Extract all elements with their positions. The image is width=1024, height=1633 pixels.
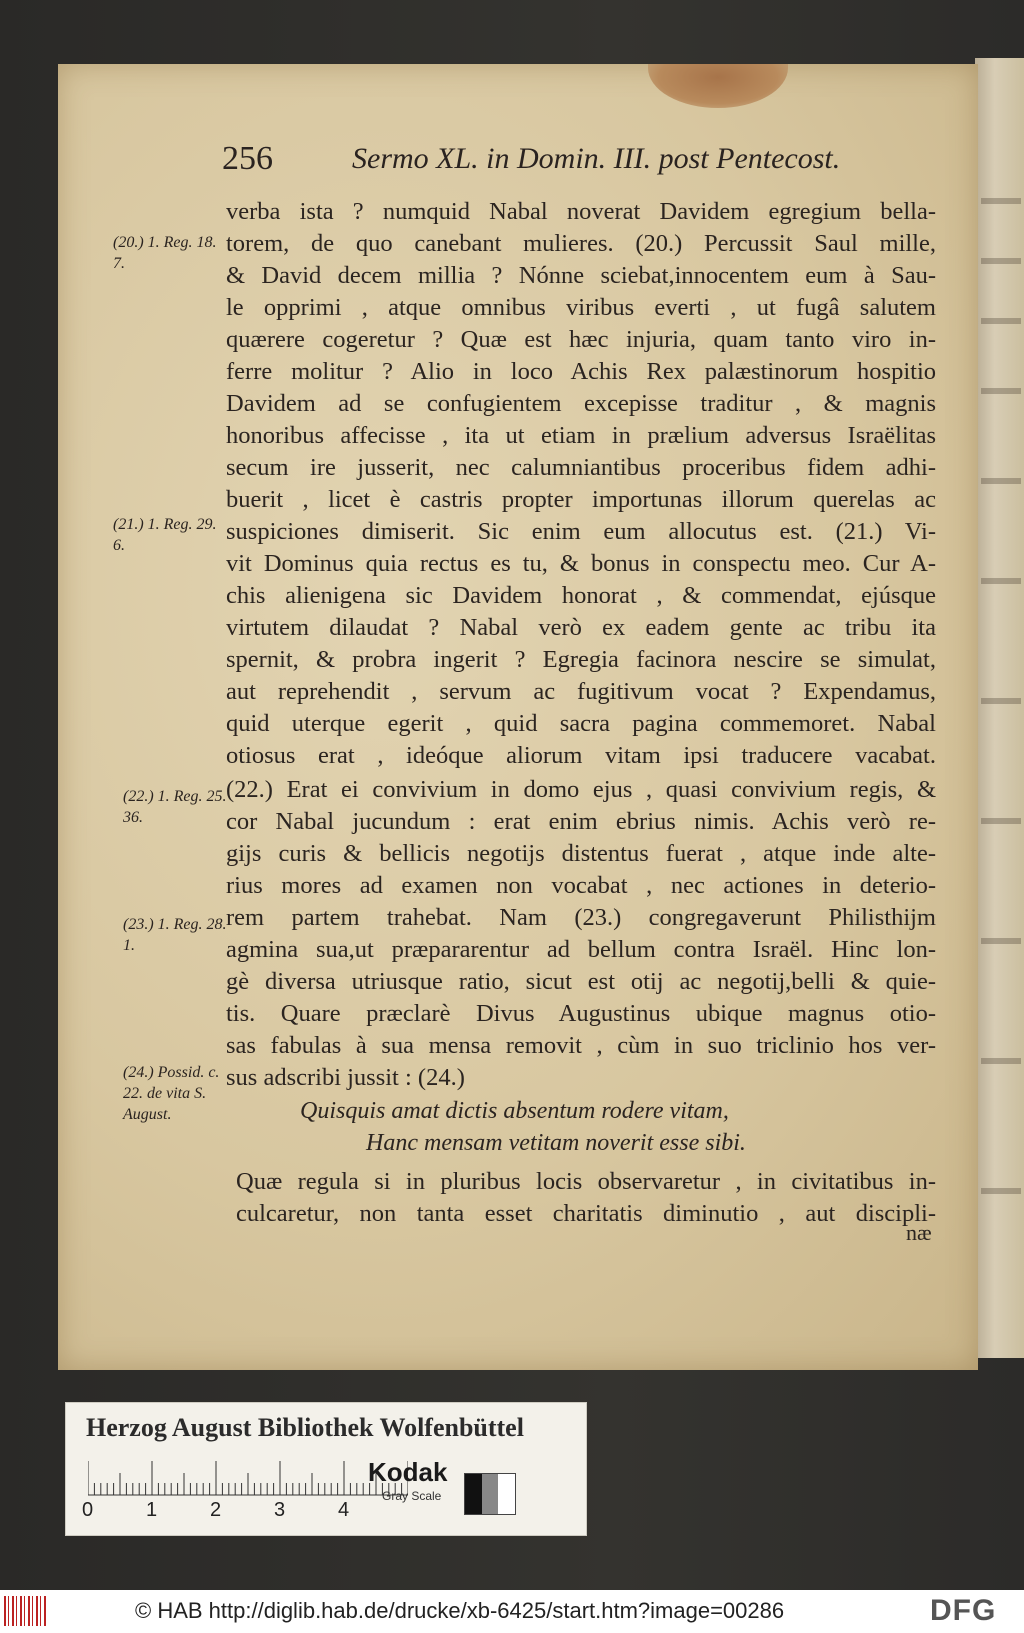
text-line: culcaretur, non tanta esset charitatis diminutio , aut discipli-	[236, 1200, 936, 1227]
kodak-logo: Kodak	[368, 1457, 448, 1487]
text-line: le opprimi , atque omnibus viribus everti , ut fugâ salutem	[226, 294, 936, 321]
text-line: rem partem trahebat. Nam (23.) congregaverunt Philisthijm	[226, 904, 936, 931]
text-line: quærere cogeretur ? Quæ est hæc injuria, quam tanto viro in-	[226, 326, 936, 353]
barcode-icon	[4, 1596, 48, 1626]
text-line: Quæ regula si in pluribus locis observaretur , in civitatibus in-	[236, 1168, 936, 1195]
margin-note: (21.) 1. Reg. 29. 6.	[113, 516, 217, 554]
scale-card	[65, 1402, 587, 1536]
text-line: Davidem ad se confugientem excepisse traditur , & magnis	[226, 390, 936, 417]
running-title: Sermo XL. in Domin. III. post Pentecost.	[352, 142, 841, 175]
text-line: gè diversa utriusque ratio, sicut est otij ac negotij,belli & quie-	[226, 968, 936, 995]
scale-number: 3	[274, 1499, 286, 1521]
text-line: rius mores ad examen non vocabat , nec actiones in deterio-	[226, 872, 936, 899]
margin-note: (24.) Possid. c. 22. de vita S. August.	[123, 1064, 220, 1123]
ruler	[88, 1461, 408, 1497]
scale-number: 0	[82, 1499, 94, 1521]
text-line: agmina sua,ut præpararentur ad bellum contra Israël. Hinc lon-	[226, 936, 936, 963]
text-line: vit Dominus quia rectus es tu, & bonus in conspectu meo. Cur A-	[226, 550, 936, 577]
text-line: aut reprehendit , servum ac fugitivum vocat ? Expendamus,	[226, 678, 936, 705]
text-line: & David decem millia ? Nónne sciebat,innocentem eum à Sau-	[226, 262, 936, 289]
text-line: honoribus affecisse , ita ut etiam in prælium adversus Israëlitas	[226, 422, 936, 449]
dfg-logo: DFG	[930, 1594, 997, 1627]
source-url[interactable]: © HAB http://diglib.hab.de/drucke/xb-6425/start.htm?image=00286	[135, 1598, 785, 1623]
text-line: sus adscribi jussit : (24.)	[226, 1064, 465, 1091]
text-line: ferre molitur ? Alio in loco Achis Rex palæstinorum hospitio	[226, 358, 936, 385]
text-line: otiosus erat , ideóque aliorum vitam ipsi traducere vacabat.	[226, 742, 936, 769]
catchword: næ	[906, 1220, 932, 1245]
text-line: virtutem dilaudat ? Nabal verò ex eadem gente ac tribu ita	[226, 614, 936, 641]
verse-line: Quisquis amat dictis absentum rodere vitam,	[300, 1098, 729, 1124]
margin-note: (20.) 1. Reg. 18. 7.	[113, 234, 217, 272]
adjacent-page-edge	[975, 58, 1024, 1358]
text-line: spernit, & probra ingerit ? Egregia facinora nescire se simulat,	[226, 646, 936, 673]
text-line: torem, de quo canebant mulieres. (20.) Percussit Saul mille,	[226, 230, 936, 257]
gray-scale-label: Gray Scale	[382, 1489, 442, 1503]
text-line: cor Nabal jucundum : erat enim ebrius nimis. Achis verò re-	[226, 808, 936, 835]
running-head	[222, 140, 862, 184]
scale-number: 4	[338, 1499, 350, 1521]
text-line: sas fabulas à sua mensa removit , cùm in suo triclinio hos ver-	[226, 1032, 936, 1059]
gray-patches	[464, 1473, 516, 1515]
margin-note: (23.) 1. Reg. 28. 1.	[123, 916, 227, 954]
library-name: Herzog August Bibliothek Wolfenbüttel	[86, 1413, 524, 1442]
text-line: secum ire jusserit, nec calumniantibus proceribus fidem adhi-	[226, 454, 936, 481]
text-line: buerit , licet è castris propter importunas illorum querelas ac	[226, 486, 936, 513]
text-line: chis alienigena sic Davidem honorat , & commendat, ejúsque	[226, 582, 936, 609]
page-number: 256	[222, 140, 273, 177]
margin-note: (22.) 1. Reg. 25. 36.	[123, 788, 227, 826]
text-line: tis. Quare præclarè Divus Augustinus ubique magnus otio-	[226, 1000, 936, 1027]
text-line: verba ista ? numquid Nabal noverat Davidem egregium bella-	[226, 198, 936, 225]
scale-number: 1	[146, 1499, 158, 1521]
text-line: (22.) Erat ei convivium in domo ejus , quasi convivium regis, &	[226, 776, 936, 803]
verse-line: Hanc mensam vetitam noverit esse sibi.	[366, 1130, 746, 1156]
scale-number: 2	[210, 1499, 222, 1521]
text-line: suspiciones dimiserit. Sic enim eum allocutus est. (21.) Vi-	[226, 518, 936, 545]
text-line: gijs curis & bellicis negotijs distentus fuerat , atque inde alte-	[226, 840, 936, 867]
footer-bar	[0, 1590, 1024, 1633]
text-line: quid uterque egerit , quid sacra pagina commemoret. Nabal	[226, 710, 936, 737]
